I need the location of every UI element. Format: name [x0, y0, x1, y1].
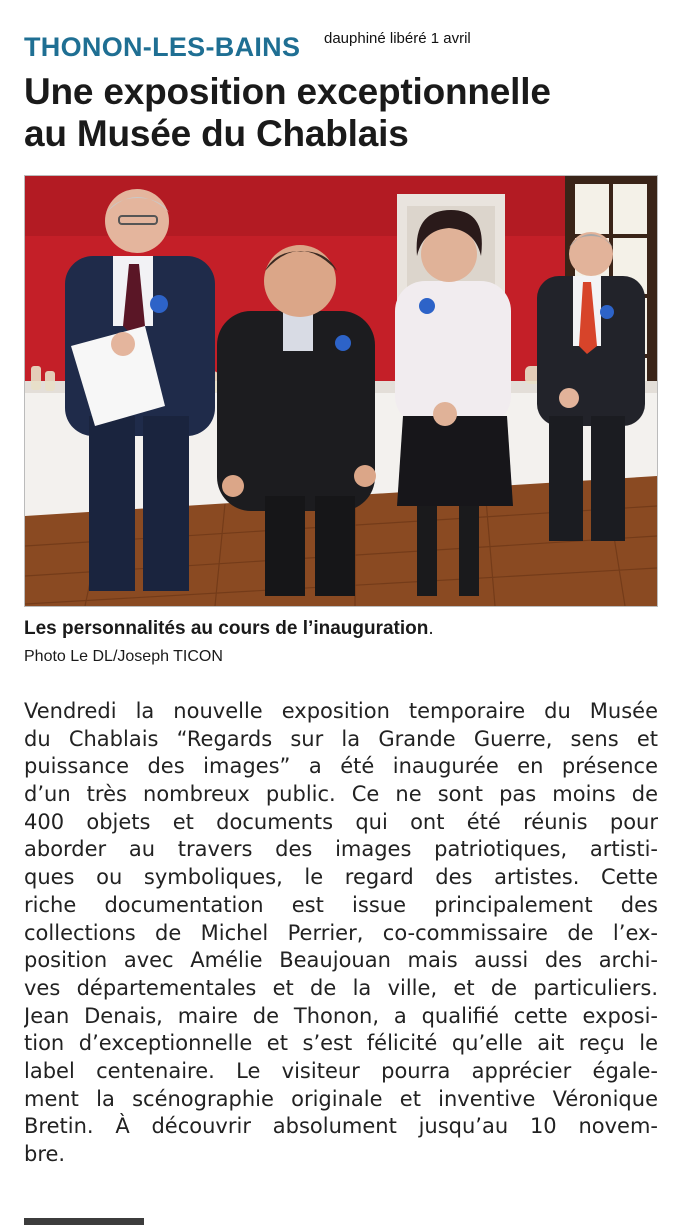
- body-line: ment la scénographie originale et inventive Véronique: [24, 1086, 658, 1111]
- body-line: position avec Amélie Beaujouan mais aussi des archi-: [24, 948, 658, 973]
- caption-text: Les personnalités au cours de l’inauguration: [24, 618, 429, 639]
- body-line: aborder au travers des images patriotiques, artisti-: [24, 837, 658, 862]
- body-line: riche documentation est issue principalement des: [24, 892, 658, 917]
- body-line: bre.: [24, 1142, 66, 1166]
- photo-illustration: [25, 176, 657, 606]
- body-line: ques ou symboliques, le regard des artistes. Cette: [24, 865, 658, 890]
- body-line: 400 objets et documents qui ont été réunis pour: [24, 809, 658, 834]
- body-line: label centenaire. Le visiteur pourra apprécier égale-: [24, 1058, 658, 1083]
- caption-end: .: [428, 618, 434, 639]
- body-line: Jean Denais, maire de Thonon, a qualifié cette exposi-: [24, 1003, 658, 1028]
- body-line: ves départementales et de la ville, et de particuliers.: [24, 975, 658, 1000]
- body-line: puissance des images” a été inaugurée en présence: [24, 754, 658, 779]
- headline: [24, 71, 654, 155]
- body-line: tion d’exceptionnelle et s’est félicité qu’elle ait reçu le: [24, 1031, 658, 1056]
- body-line: du Chablais “Regards sur la Grande Guerre, sens et: [24, 726, 658, 751]
- article-photo: [24, 175, 658, 607]
- body-line: d’un très nombreux public. Ce ne sont pas moins de: [24, 782, 658, 807]
- body-line: Bretin. À découvrir absolument jusqu’au 10 novem-: [24, 1114, 658, 1139]
- body-line: collections de Michel Perrier, co-commissaire de l’ex-: [24, 920, 658, 945]
- article-body: [24, 698, 658, 1169]
- next-article-heading-fragment: [24, 1216, 164, 1225]
- body-line: Vendredi la nouvelle exposition temporaire du Musée: [24, 699, 658, 723]
- photo-credit: Photo Le DL/Joseph TICON: [24, 648, 223, 665]
- section-title: THONON-LES-BAINS: [24, 32, 301, 62]
- headline-line: au Musée du Chablais: [24, 113, 409, 154]
- headline-line: Une exposition exceptionnelle: [24, 71, 551, 112]
- photo-caption: [24, 617, 658, 641]
- article-header: [24, 30, 654, 64]
- source-note: dauphiné libéré 1 avril: [324, 30, 471, 47]
